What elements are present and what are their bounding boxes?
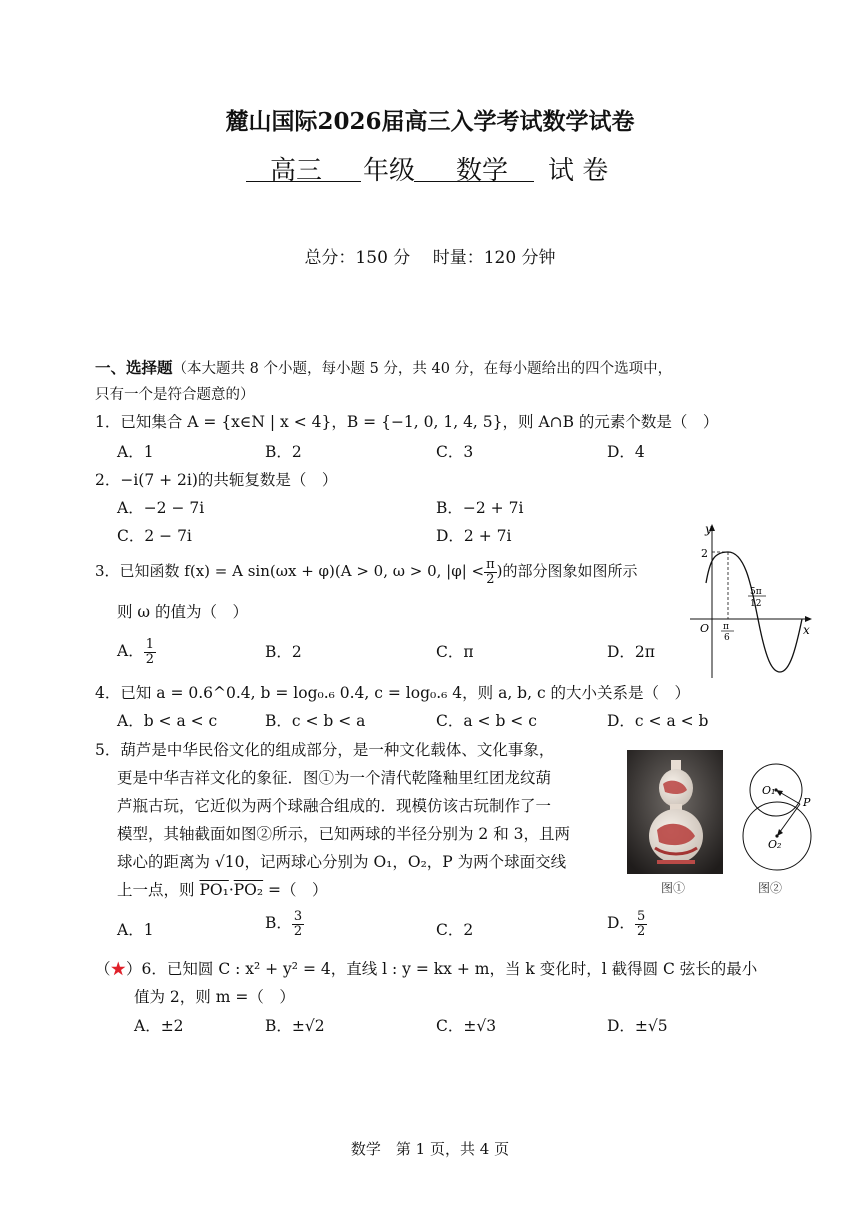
q6-line-2: 值为 2，则 m =（ ）: [134, 988, 295, 1006]
section-note-2: 只有一个是符合题意的）: [95, 387, 255, 403]
q5-line-6: 上一点，则 PO₁·PO₂ =（ ）: [117, 881, 328, 899]
q6-option-a: A．±2: [134, 1017, 184, 1035]
q1-option-d: D．4: [607, 443, 645, 461]
x-tick2-num: 5π: [750, 587, 762, 597]
q3-option-b: B．2: [265, 643, 302, 661]
sine-curve: [706, 552, 802, 672]
vector-po1: PO₁: [199, 881, 229, 899]
x-tick1-den: 6: [724, 633, 730, 643]
x-tick1-num: π: [723, 622, 729, 632]
q4-option-d: D．c < a < b: [607, 712, 709, 730]
q6-option-b: B．±√2: [265, 1017, 325, 1035]
paper-label: 试 卷: [548, 156, 609, 186]
q1-stem: 1．已知集合 A = {x∈N | x < 4}，B = {−1, 0, 1, 4, 5}，则 A∩B 的元素个数是（ ）: [95, 413, 719, 431]
q4-option-b: B．c < b < a: [265, 712, 366, 730]
label-o2: O₂: [768, 838, 782, 851]
q5-line-4: 模型，其轴截面如图②所示，已知两球的半径分别为 2 和 3，且两: [117, 825, 571, 843]
q5-option-a: A．1: [117, 921, 154, 939]
vector-po2: PO₂: [233, 881, 264, 899]
q1-option-a: A．1: [117, 443, 154, 461]
q6-option-c: C．±√3: [436, 1017, 497, 1035]
section-note: （本大题共 8 个小题，每小题 5 分，共 40 分，在每小题给出的四个选项中，: [172, 361, 673, 377]
subject-value: 数学: [456, 156, 509, 186]
q5-line-5: 球心的距离为 √10，记两球心分别为 O₁，O₂，P 为两个球面交线: [117, 853, 567, 871]
q3-option-d: D．2π: [607, 643, 655, 661]
exam-title: 麓山国际2026届高三入学考试数学试卷: [225, 108, 635, 135]
q5-option-c: C．2: [436, 921, 474, 939]
q2-stem: 2．−i(7 + 2i)的共轭复数是（ ）: [95, 471, 338, 489]
label-o1: O₁: [762, 784, 776, 797]
q5-line-2: 更是中华吉祥文化的象征．图①为一个清代乾隆釉里红团龙纹葫: [117, 769, 552, 787]
section-heading: [95, 356, 672, 378]
q4-option-c: C．a < b < c: [436, 712, 537, 730]
q3-stem: [95, 558, 638, 586]
q3-sine-graph: [686, 520, 816, 680]
q3-stem-b: )的部分图象如图所示: [496, 562, 638, 581]
figure2-caption: 图②: [758, 881, 783, 895]
q1-option-c: C．3: [436, 443, 474, 461]
q5-option-d: D． $\frac{5}{2}$: [607, 909, 646, 939]
grade-underline: [246, 181, 361, 182]
grade-label: 年级: [363, 156, 416, 186]
figure1-caption: 图①: [661, 881, 686, 895]
q2-option-d: D．2 + 7i: [436, 527, 512, 545]
q5-line-3: 芦瓶古玩，它近似为两个球融合组成的．现模仿该古玩制作了一: [117, 797, 552, 815]
q6-line-1: （★）6．已知圆 C : x² + y² = 4，直线 l : y = kx + m，当 k 变化时，l 截得圆 C 弦长的最小: [95, 960, 758, 978]
q3-stem-line2: 则 ω 的值为（ ）: [117, 603, 248, 621]
q3-option-a: A． $\frac{1}{2}$: [117, 637, 154, 667]
page-footer: 数学 第 1 页，共 4 页: [350, 1140, 510, 1158]
q1-option-b: B．2: [265, 443, 302, 461]
grade-value: 高三: [270, 156, 323, 186]
figure2-two-circles: [732, 762, 822, 877]
y-tick-2: 2: [701, 547, 708, 560]
q4-stem: 4．已知 a = 0.6^0.4, b = log₀.₆ 0.4, c = log₀.₆ 4，则 a, b, c 的大小关系是（ ）: [95, 684, 691, 702]
exam-meta: 总分：150 分 时量：120 分钟: [304, 248, 556, 268]
section-title: 一、选择题: [95, 358, 173, 377]
x-tick2-den: 12: [750, 599, 762, 609]
x-label: x: [803, 623, 810, 637]
label-p: P: [803, 796, 811, 809]
q4-option-a: A．b < a < c: [117, 712, 218, 730]
star-icon: ★: [110, 960, 127, 978]
x-axis-arrow: [805, 616, 812, 622]
q2-option-a: A．−2 − 7i: [117, 499, 205, 517]
subject-underline: [414, 181, 534, 182]
figure1-gourd-vase: [627, 750, 723, 874]
q5-option-b: B． $\frac{3}{2}$: [265, 909, 303, 939]
q3-frac-pi-2: $\frac{\pi}{2}$: [486, 557, 495, 587]
q3-option-c: C．π: [436, 643, 474, 661]
q3-stem-a: 3．已知函数 f(x) = A sin(ωx + φ)(A > 0, ω > 0, |φ| <: [95, 562, 485, 581]
q5-line-1: 5．葫芦是中华民俗文化的组成部分，是一种文化载体、文化事象，: [95, 741, 555, 759]
q2-option-c: C．2 − 7i: [117, 527, 192, 545]
q6-option-d: D．±√5: [607, 1017, 668, 1035]
origin-label: O: [700, 622, 710, 635]
q2-option-b: B．−2 + 7i: [436, 499, 524, 517]
y-label: y: [705, 522, 712, 536]
